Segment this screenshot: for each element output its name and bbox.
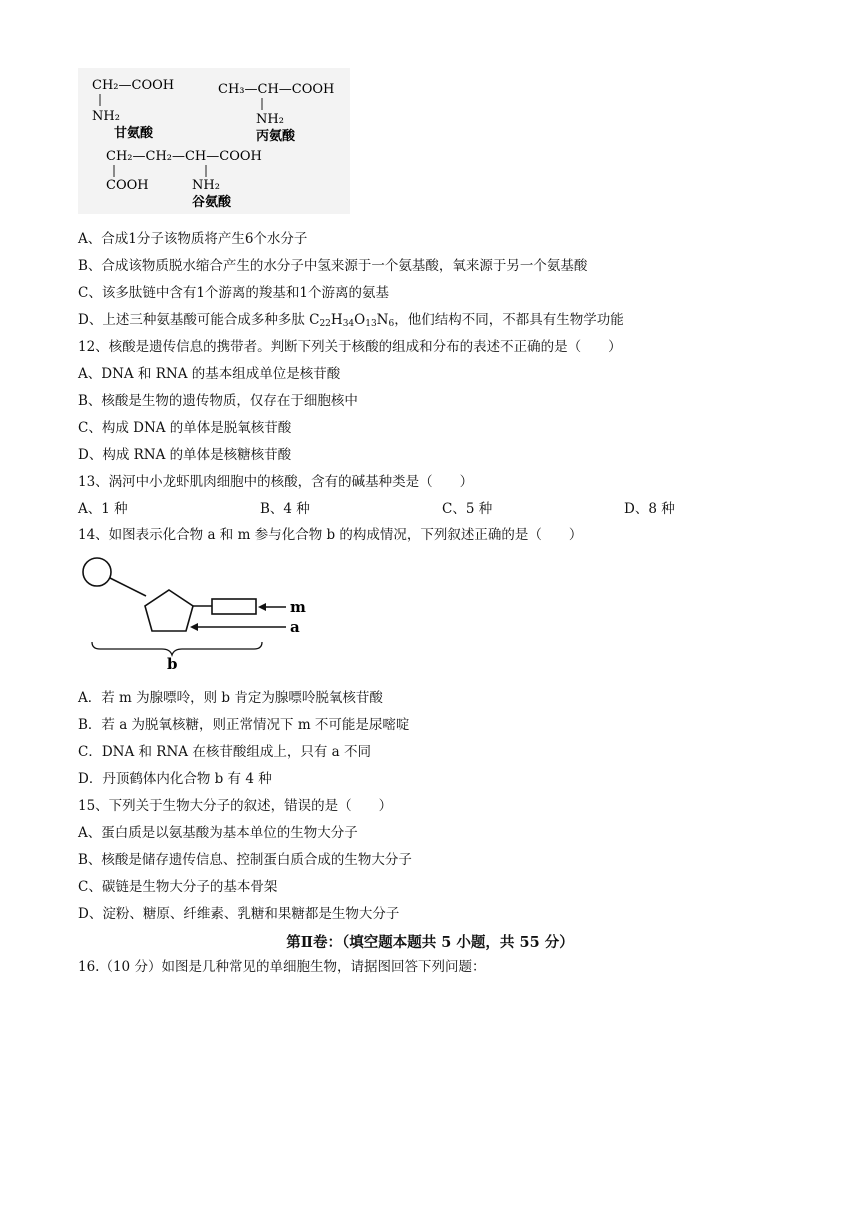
nucleotide-diagram [78,556,328,674]
q12-option-a: A、DNA 和 RNA 的基本组成单位是核苷酸 [78,366,341,382]
q15-option-c: C、碳链是生物大分子的基本骨架 [78,879,278,895]
q13-options [78,497,778,515]
q11-option-d-tail: ，他们结构不同，不都具有生物学功能 [394,312,624,328]
q14-option-b: B．若 a 为脱氧核糖，则正常情况下 m 不可能是尿嘧啶 [78,717,410,733]
pentose-sugar-shape [145,590,193,631]
alanine-name: 丙氨酸 [256,129,296,144]
alanine-amino-group: NH₂ [256,112,284,127]
q11-formula-h-count: 34 [342,319,355,329]
q12-stem: 12、核酸是遗传信息的携带者。判断下列关于核酸的组成和分布的表述不正确的是（ ） [78,339,622,355]
q11-formula-c-count: 22 [319,319,331,329]
q11-option-a: A、合成1分子该物质将产生6个水分子 [78,231,308,247]
q14-option-a: A．若 m 为腺嘌呤，则 b 肯定为腺嘌呤脱氧核苷酸 [78,690,383,706]
q11-formula-n-count: 6 [388,319,395,329]
q11-option-b: B、合成该物质脱水缩合产生的水分子中氢来源于一个氨基酸，氧来源于另一个氨基酸 [78,258,588,274]
brace-b [92,642,262,655]
q11-formula-h: H [330,312,343,328]
q15-option-d: D、淀粉、糖原、纤维素、乳糖和果糖都是生物大分子 [78,906,400,922]
q11-option-c: C、该多肽链中含有1个游离的羧基和1个游离的氨基 [78,285,390,301]
q13-stem: 13、涡河中小龙虾肌肉细胞中的核酸，含有的碱基种类是（ ） [78,474,474,490]
q11-option-d [78,311,624,333]
phosphate-circle [83,558,111,586]
q11-formula-n: N [376,312,389,328]
section-2-title: 第Ⅱ卷：（填空题本题共 5 小题，共 55 分） [286,934,574,951]
alanine-formula: CH₃—CH—COOH [218,82,335,97]
q13-option-a: A、1 种 [78,501,128,517]
q15-stem: 15、下列关于生物大分子的叙述，错误的是（ ） [78,798,393,814]
q13-option-b: B、4 种 [260,501,310,517]
q15-option-b: B、核酸是储存遗传信息、控制蛋白质合成的生物大分子 [78,852,412,868]
q11-option-d-text: D、上述三种氨基酸可能合成多种多肽 C [78,312,320,328]
q11-formula-o: O [354,312,366,328]
glycine-name: 甘氨酸 [114,126,154,141]
q16-stem: 16.（10 分）如图是几种常见的单细胞生物，请据图回答下列问题： [78,959,486,975]
label-b: b [167,655,178,673]
q12-option-d: D、构成 RNA 的单体是核糖核苷酸 [78,447,292,463]
glycine-amino-group: NH₂ [92,109,120,124]
glycine-formula: CH₂—COOH [92,78,175,93]
q12-option-b: B、核酸是生物的遗传物质，仅存在于细胞核中 [78,393,358,409]
q14-stem: 14、如图表示化合物 a 和 m 参与化合物 b 的构成情况，下列叙述正确的是（ ） [78,527,583,543]
label-m: m [290,598,306,616]
nitrogenous-base-box [212,599,256,614]
label-a: a [290,618,300,636]
glutamate-formula: CH₂—CH₂—CH—COOH [106,149,262,164]
glutamate-amino-group: NH₂ [192,178,220,193]
amino-acid-structures-figure [78,68,350,214]
q13-option-c: C、5 种 [442,501,493,517]
glutamate-name: 谷氨酸 [192,195,232,210]
q14-option-c: C．DNA 和 RNA 在核苷酸组成上，只有 a 不同 [78,744,371,760]
q13-option-d: D、8 种 [624,501,675,517]
q12-option-c: C、构成 DNA 的单体是脱氧核苷酸 [78,420,292,436]
q14-option-d: D．丹顶鹤体内化合物 b 有 4 种 [78,771,272,787]
q11-formula-o-count: 13 [365,319,377,329]
glutamate-carboxyl-group: COOH [106,178,149,193]
q15-option-a: A、蛋白质是以氨基酸为基本单位的生物大分子 [78,825,358,841]
